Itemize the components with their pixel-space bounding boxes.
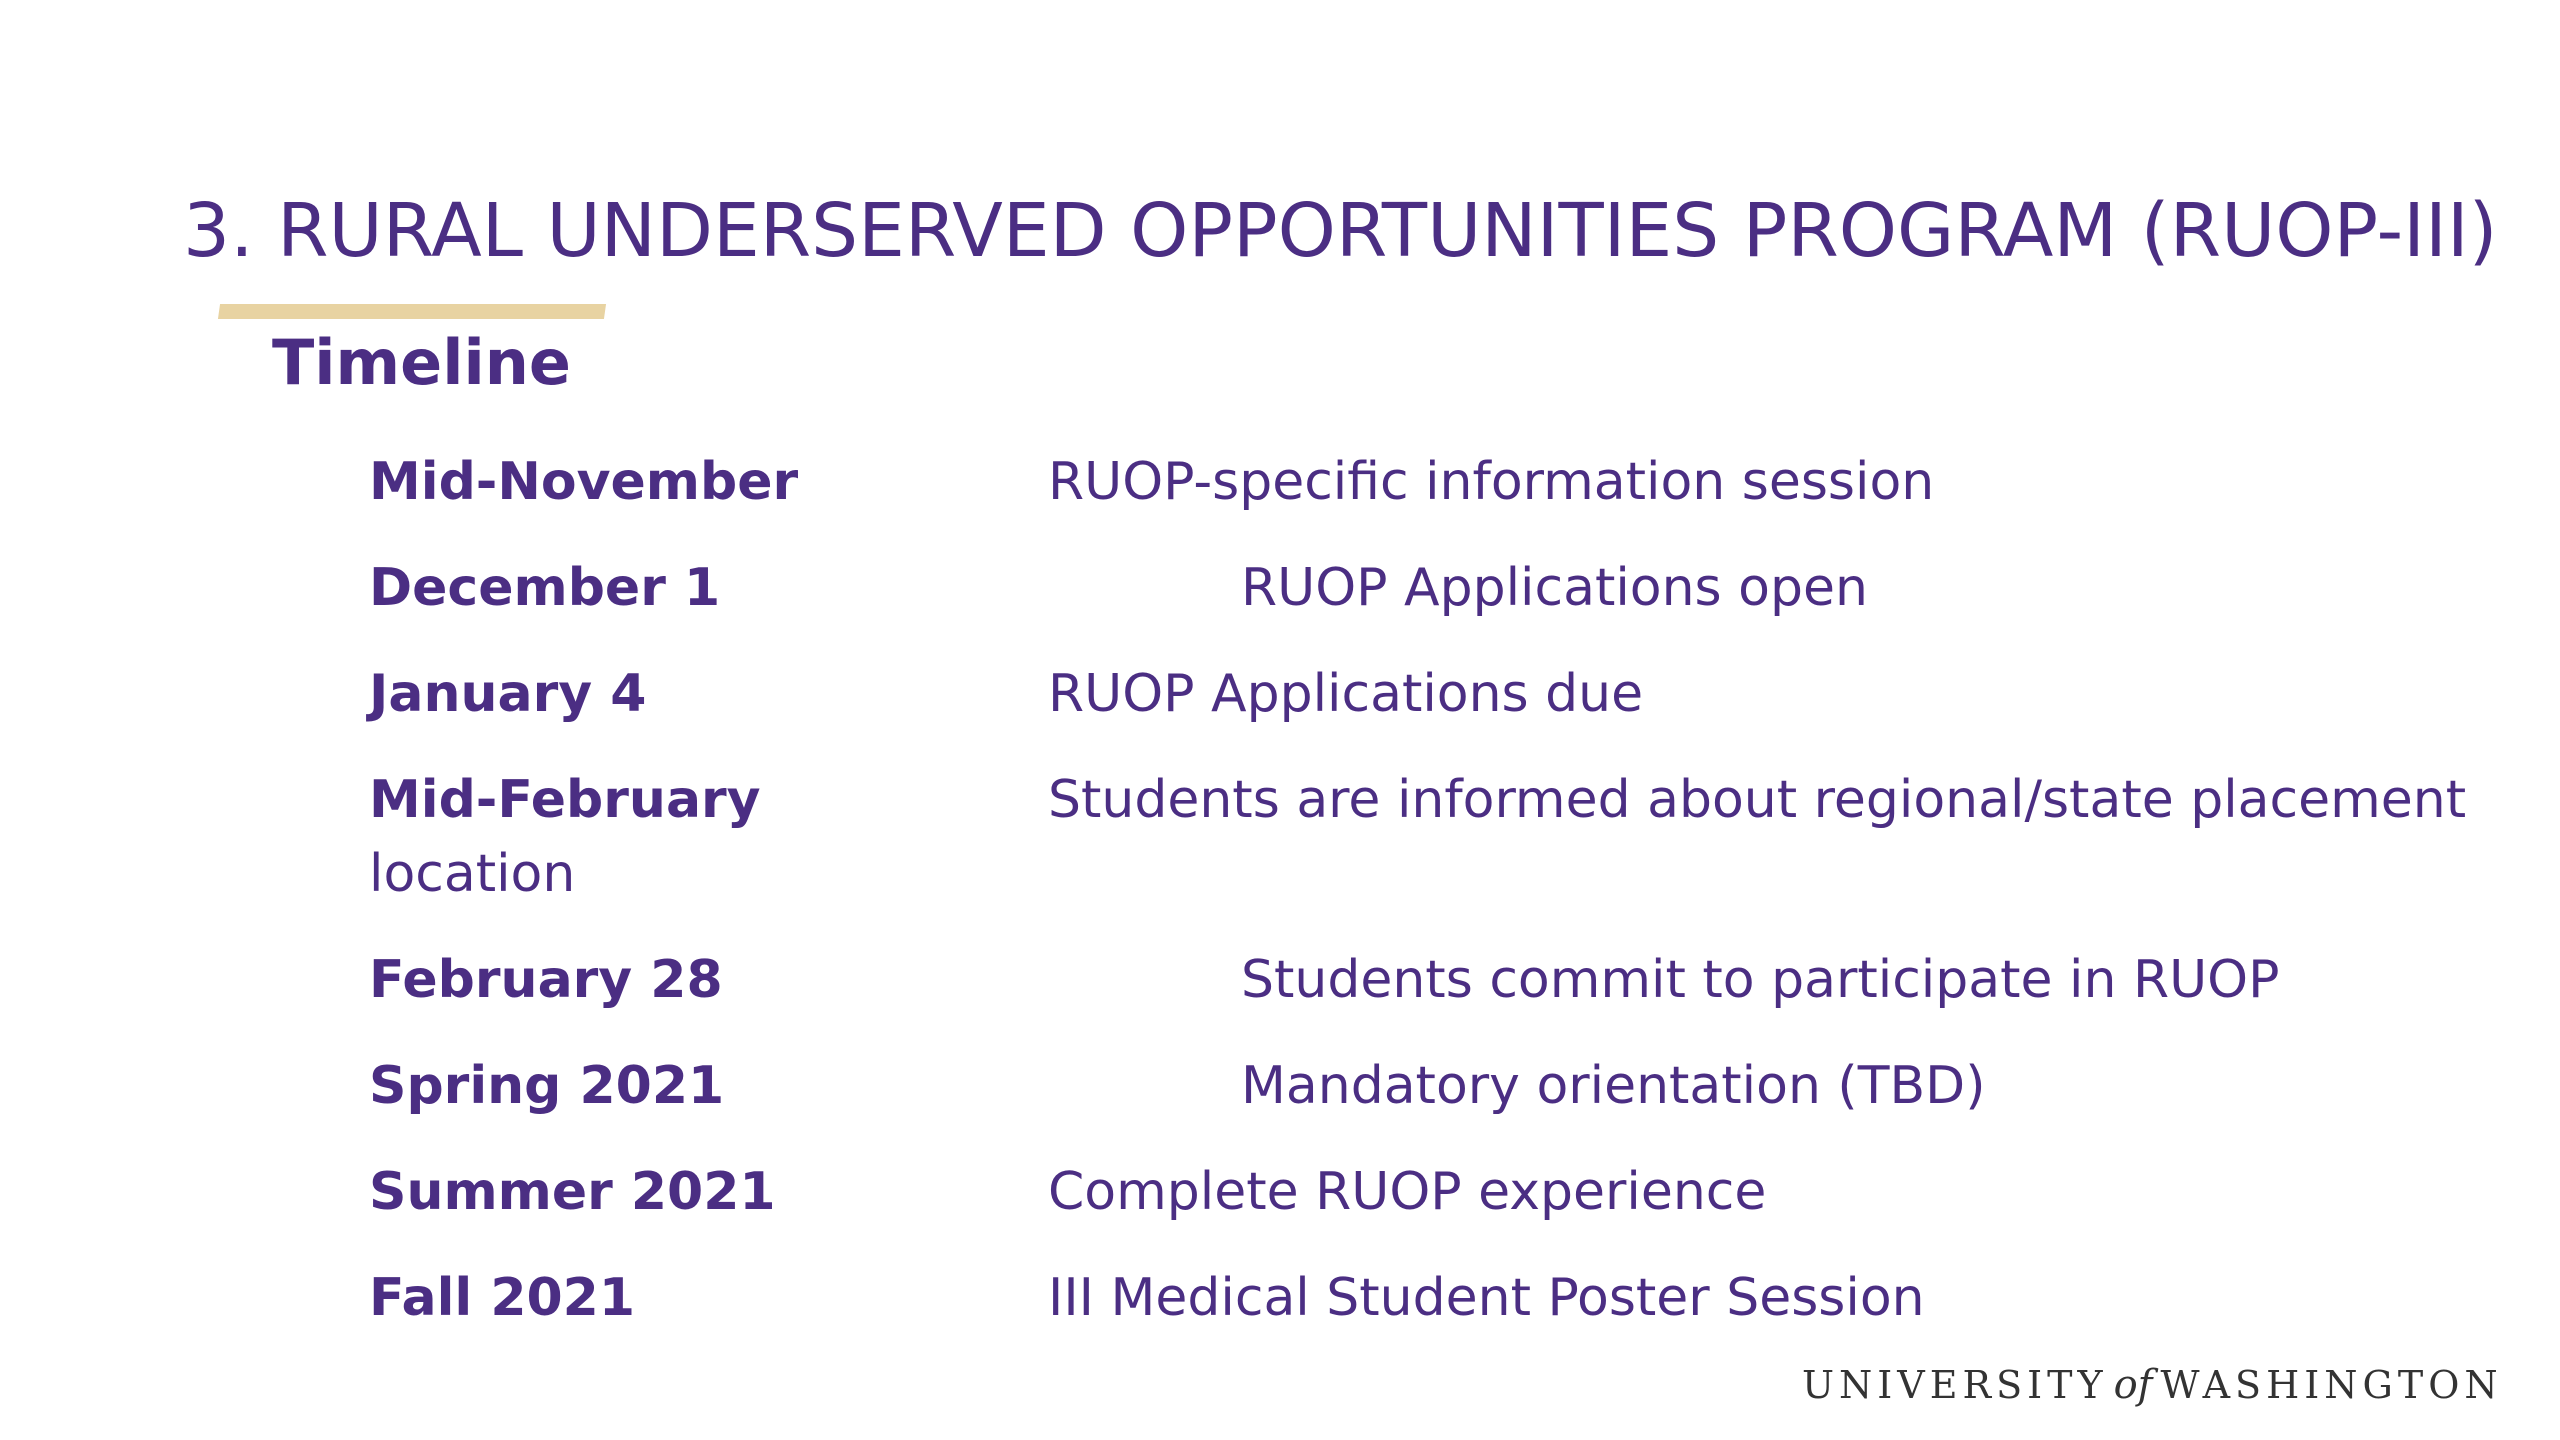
timeline-event: RUOP Applications due	[1048, 664, 1644, 724]
timeline-event: Complete RUOP experience	[1048, 1162, 1767, 1222]
timeline-event: Students are informed about regional/state placement	[1048, 770, 2467, 830]
timeline-event: Mandatory orientation (TBD)	[1241, 1056, 1986, 1116]
timeline-date: Mid-February	[369, 770, 761, 830]
timeline-date: Spring 2021	[369, 1056, 725, 1116]
timeline-date: Summer 2021	[369, 1162, 776, 1222]
timeline-heading: Timeline	[272, 326, 571, 399]
timeline-date: Mid-November	[369, 452, 799, 512]
timeline-date: December 1	[369, 558, 721, 618]
timeline-event-continuation: location	[369, 844, 576, 904]
logo-word-washington: WASHINGTON	[2160, 1363, 2503, 1407]
university-logo	[1802, 1362, 2503, 1408]
timeline-date: February 28	[369, 950, 723, 1010]
logo-word-of: of	[2113, 1362, 2153, 1408]
timeline-date: January 4	[369, 664, 647, 724]
timeline-event: Students commit to participate in RUOP	[1241, 950, 2280, 1010]
timeline-event: RUOP-specific information session	[1048, 452, 1935, 512]
slide-title: 3. RURAL UNDERSERVED OPPORTUNITIES PROGRAM (RUOP-III)	[183, 188, 2498, 274]
timeline-event: RUOP Applications open	[1241, 558, 1868, 618]
timeline-event: III Medical Student Poster Session	[1048, 1268, 1925, 1328]
logo-word-university: UNIVERSITY	[1802, 1363, 2108, 1407]
timeline-date: Fall 2021	[369, 1268, 636, 1328]
